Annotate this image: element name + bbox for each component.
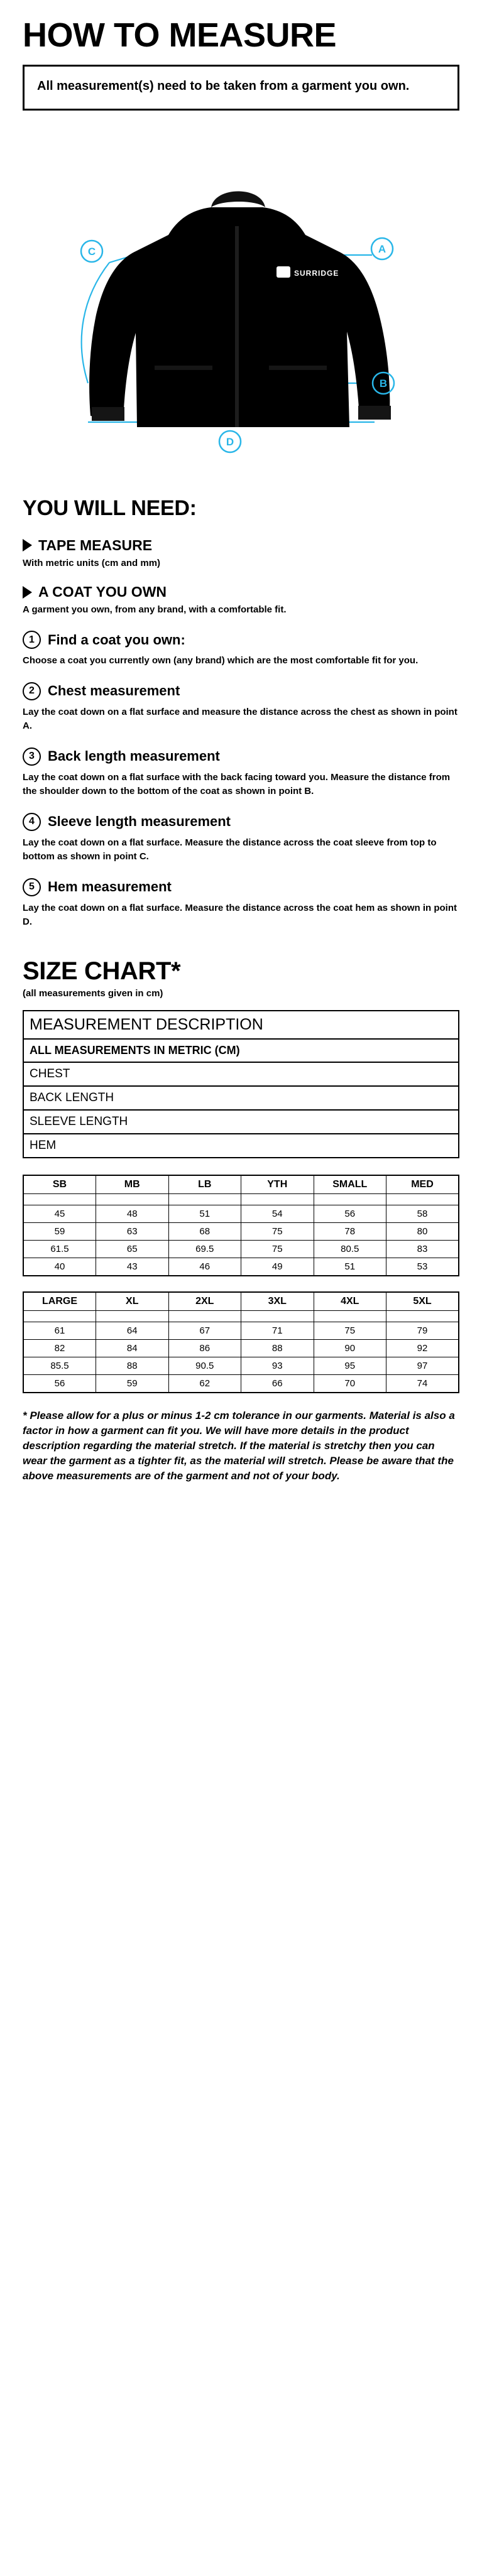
- table-header-row: [23, 1175, 459, 1194]
- table-row: [23, 1134, 459, 1158]
- table-row: [23, 1205, 459, 1222]
- cell-sleeve-med: 83: [386, 1240, 459, 1258]
- cell-hem-lb: 46: [168, 1258, 241, 1276]
- table-row: [23, 1258, 459, 1276]
- cell-hem-5xl: 74: [386, 1374, 459, 1393]
- you-will-need-heading: YOU WILL NEED:: [23, 496, 197, 520]
- metric-note-row: ALL MEASUREMENTS IN METRIC (CM): [23, 1039, 459, 1062]
- step-title: Sleeve length measurement: [48, 813, 231, 830]
- size-table-adult: [23, 1291, 459, 1393]
- cell-back-yth: 75: [241, 1222, 314, 1240]
- step-title: Chest measurement: [48, 683, 180, 699]
- table-row: [23, 1240, 459, 1258]
- step-4: [23, 813, 459, 864]
- step-number-badge: 4: [23, 813, 41, 831]
- step-number-badge: 1: [23, 631, 41, 649]
- svg-text:C: C: [87, 245, 96, 258]
- cell-chest-4xl: 75: [314, 1322, 386, 1339]
- col-header-mb: MB: [96, 1175, 169, 1194]
- step-body: Lay the coat down on a flat surface with the back facing toward you. Measure the distance from the shoulder down to the bottom of the coat as shown in point B.: [23, 771, 451, 797]
- table-row: [23, 1222, 459, 1240]
- step-title: Back length measurement: [48, 748, 220, 764]
- table-row: [23, 1062, 459, 1086]
- jacket-diagram-svg: [23, 132, 459, 471]
- size-chart-title: SIZE CHART*: [23, 957, 181, 985]
- cell-chest-sb: 45: [23, 1205, 96, 1222]
- cell-chest-small: 56: [314, 1205, 386, 1222]
- table-row: [23, 1357, 459, 1374]
- col-header-2xl: 2XL: [168, 1292, 241, 1311]
- step-body: Lay the coat down on a flat surface. Measure the distance across the coat hem as shown in point D.: [23, 902, 457, 928]
- cell-hem-mb: 43: [96, 1258, 169, 1276]
- step-head: [23, 813, 459, 831]
- cell-hem-med: 53: [386, 1258, 459, 1276]
- step-head: [23, 747, 459, 766]
- cell-chest-lb: 51: [168, 1205, 241, 1222]
- need-head: [23, 537, 459, 554]
- need-item-tape-measure: [23, 537, 459, 570]
- step-head: [23, 682, 459, 700]
- cell-sleeve-large: 85.5: [23, 1357, 96, 1374]
- cell-chest-3xl: 71: [241, 1322, 314, 1339]
- step-number-badge: 3: [23, 747, 41, 766]
- how-to-measure-page: [0, 18, 482, 2576]
- col-header-lb: LB: [168, 1175, 241, 1194]
- cell-sleeve-yth: 75: [241, 1240, 314, 1258]
- cell-chest-med: 58: [386, 1205, 459, 1222]
- col-header-xl: XL: [96, 1292, 169, 1311]
- cell-chest-mb: 48: [96, 1205, 169, 1222]
- table-row: [23, 1039, 459, 1062]
- jacket-shape: [89, 191, 391, 427]
- cell-hem-sb: 40: [23, 1258, 96, 1276]
- cell-back-small: 78: [314, 1222, 386, 1240]
- cell-back-5xl: 92: [386, 1339, 459, 1357]
- callout-text: All measurement(s) need to be taken from a garment you own.: [37, 79, 410, 93]
- cell-hem-large: 56: [23, 1374, 96, 1393]
- size-table-junior: [23, 1175, 459, 1276]
- svg-text:B: B: [379, 377, 388, 389]
- page-title: HOW TO MEASURE: [23, 16, 337, 54]
- cell-back-large: 82: [23, 1339, 96, 1357]
- col-header-yth: YTH: [241, 1175, 314, 1194]
- cell-back-2xl: 86: [168, 1339, 241, 1357]
- step-3: [23, 747, 459, 799]
- marker-c: [81, 241, 102, 262]
- cell-sleeve-mb: 65: [96, 1240, 169, 1258]
- cell-back-mb: 63: [96, 1222, 169, 1240]
- table-row: [23, 1110, 459, 1134]
- col-header-med: MED: [386, 1175, 459, 1194]
- measurement-row-back-length: BACK LENGTH: [23, 1086, 459, 1110]
- col-header-3xl: 3XL: [241, 1292, 314, 1311]
- step-body: Lay the coat down on a flat surface and measure the distance across the chest as shown in point A.: [23, 706, 457, 732]
- cell-back-4xl: 90: [314, 1339, 386, 1357]
- col-header-5xl: 5XL: [386, 1292, 459, 1311]
- step-1: [23, 631, 459, 668]
- size-chart-section: [23, 957, 459, 1484]
- step-body: Choose a coat you currently own (any brand) which are the most comfortable fit for you.: [23, 655, 419, 666]
- table-row: [23, 1339, 459, 1357]
- table-row: [23, 1011, 459, 1039]
- size-chart-subtitle: (all measurements given in cm): [23, 987, 163, 999]
- table-header-row: [23, 1292, 459, 1311]
- measurement-description-header: MEASUREMENT DESCRIPTION: [23, 1011, 459, 1039]
- step-number-badge: 5: [23, 878, 41, 896]
- cell-back-lb: 68: [168, 1222, 241, 1240]
- need-subtitle: A garment you own, from any brand, with a comfortable fit.: [23, 604, 287, 616]
- measurement-row-chest: CHEST: [23, 1062, 459, 1086]
- cell-hem-3xl: 66: [241, 1374, 314, 1393]
- garment-measurement-illustration: [23, 132, 459, 471]
- table-spacer-row: [23, 1193, 459, 1205]
- size-chart-footnote: * Please allow for a plus or minus 1-2 cm tolerance in our garments. Material is also a factor in how a garment can fit you. We will have more details in the product description regarding the material stretch. If the material is stretchy then you can wear the garment as a tighter fit, as the material will stretch. Please be aware that the above measurements are of the garment and not of your body.: [23, 1409, 455, 1482]
- step-2: [23, 682, 459, 734]
- measurement-row-hem: HEM: [30, 1138, 57, 1152]
- svg-text:D: D: [226, 435, 234, 448]
- step-body: Lay the coat down on a flat surface. Measure the distance across the coat sleeve from top to bottom as shown in point C.: [23, 837, 437, 862]
- cell-sleeve-3xl: 93: [241, 1357, 314, 1374]
- measurement-callout-box: [23, 65, 459, 111]
- need-title: A COAT YOU OWN: [38, 584, 167, 601]
- col-header-small: SMALL: [314, 1175, 386, 1194]
- cell-sleeve-lb: 69.5: [168, 1240, 241, 1258]
- cell-sleeve-2xl: 90.5: [168, 1357, 241, 1374]
- marker-a: [371, 238, 393, 259]
- cell-hem-xl: 59: [96, 1374, 169, 1393]
- table-spacer-row: [23, 1310, 459, 1322]
- triangle-bullet-icon: [23, 539, 32, 552]
- step-head: [23, 631, 459, 649]
- table-row: [23, 1322, 459, 1339]
- cell-chest-yth: 54: [241, 1205, 314, 1222]
- cell-chest-large: 61: [23, 1322, 96, 1339]
- triangle-bullet-icon: [23, 586, 32, 599]
- col-header-large: LARGE: [23, 1292, 96, 1311]
- cell-chest-2xl: 67: [168, 1322, 241, 1339]
- cell-chest-5xl: 79: [386, 1322, 459, 1339]
- step-number-badge: 2: [23, 682, 41, 700]
- step-title: Hem measurement: [48, 879, 172, 895]
- step-title: Find a coat you own:: [48, 631, 185, 648]
- svg-text:SURRIDGE: SURRIDGE: [294, 268, 339, 278]
- cell-hem-small: 51: [314, 1258, 386, 1276]
- col-header-4xl: 4XL: [314, 1292, 386, 1311]
- cell-back-3xl: 88: [241, 1339, 314, 1357]
- cell-hem-yth: 49: [241, 1258, 314, 1276]
- cell-sleeve-small: 80.5: [314, 1240, 386, 1258]
- measurement-row-sleeve-length: SLEEVE LENGTH: [23, 1110, 459, 1134]
- cell-sleeve-5xl: 97: [386, 1357, 459, 1374]
- cell-sleeve-xl: 88: [96, 1357, 169, 1374]
- need-item-coat: [23, 584, 459, 617]
- cell-hem-2xl: 62: [168, 1374, 241, 1393]
- cell-hem-4xl: 70: [314, 1374, 386, 1393]
- cell-back-sb: 59: [23, 1222, 96, 1240]
- cell-sleeve-4xl: 95: [314, 1357, 386, 1374]
- measurement-description-table: [23, 1010, 459, 1158]
- need-subtitle: With metric units (cm and mm): [23, 557, 161, 568]
- cell-back-xl: 84: [96, 1339, 169, 1357]
- table-row: [23, 1374, 459, 1393]
- table-row: [23, 1086, 459, 1110]
- col-header-sb: SB: [23, 1175, 96, 1194]
- cell-sleeve-sb: 61.5: [23, 1240, 96, 1258]
- marker-d: [219, 431, 241, 452]
- svg-text:A: A: [378, 242, 386, 255]
- need-head: [23, 584, 459, 601]
- step-head: [23, 878, 459, 896]
- need-title: TAPE MEASURE: [38, 536, 153, 553]
- step-5: [23, 878, 459, 930]
- cell-chest-xl: 64: [96, 1322, 169, 1339]
- cell-back-med: 80: [386, 1222, 459, 1240]
